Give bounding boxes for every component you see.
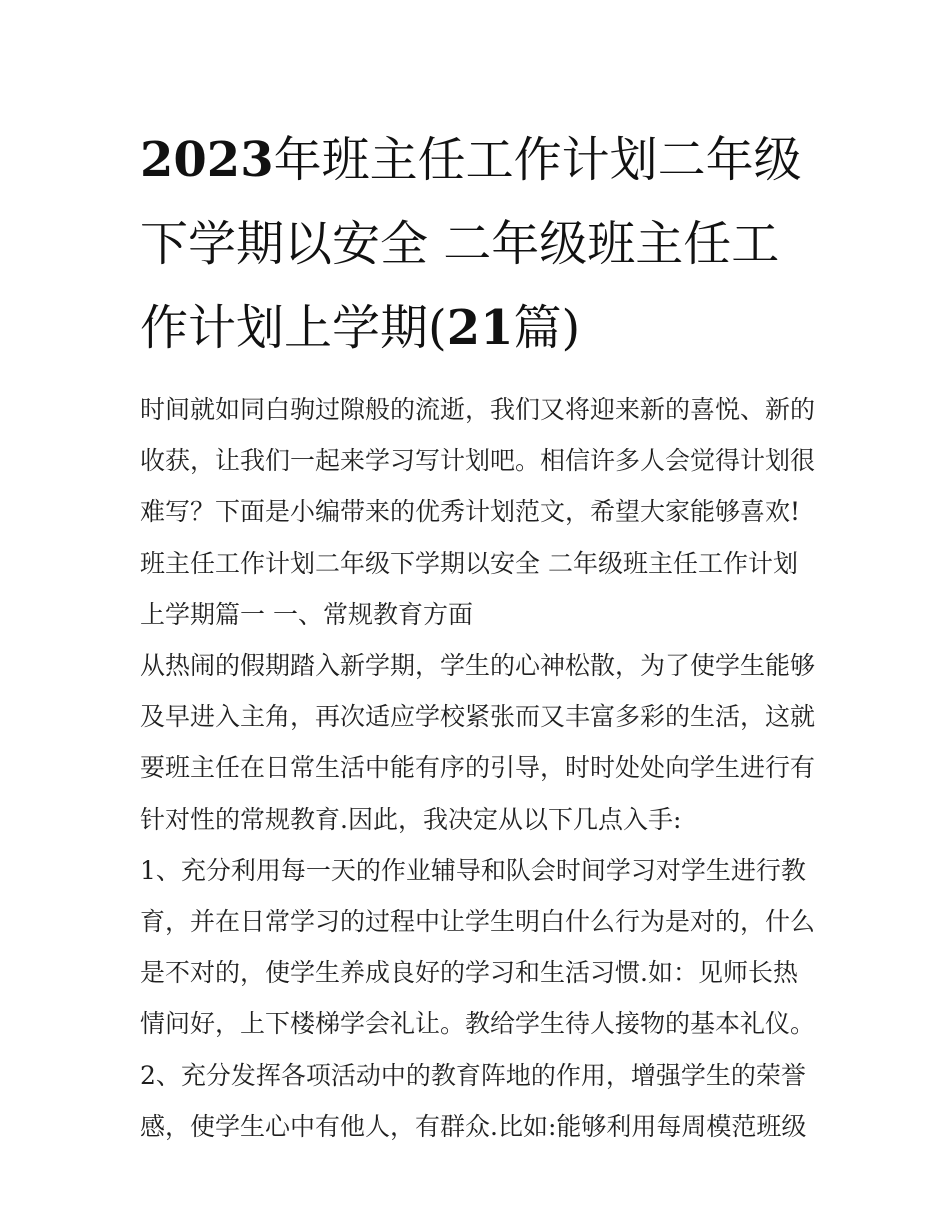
title-year: 2023	[140, 132, 274, 188]
paragraph-item-2: 2、充分发挥各项活动中的教育阵地的作用，增强学生的荣誉感，使学生心中有他人，有群众.比如:能够利用每周模范班级	[140, 1060, 807, 1141]
paragraph-routine: 从热闹的假期踏入新学期，学生的心神松散，为了使学生能够及早进入主角，再次适应学校紧张而又丰富多彩的生活，这就要班主任在日常生活中能有序的引导，时时处处向学生进行有针对性的常规教育.因此，我决定从以下几点入手:	[140, 651, 816, 834]
document-title	[140, 118, 820, 370]
paragraph-item-1: 1、充分利用每一天的作业辅导和队会时间学习对学生进行教育，并在日常学习的过程中让学生明白什么行为是对的，什么是不对的，使学生养成良好的学习和生活习惯.如：见师长热情问好，上下楼梯学会礼让。教给学生待人接物的基本礼仪。	[140, 855, 816, 1039]
paragraph-heading: 班主任工作计划二年级下学期以安全 二年级班主任工作计划上学期篇一 一、常规教育方面	[140, 548, 798, 629]
document-body	[140, 384, 820, 1152]
document-page	[140, 118, 820, 1152]
title-text-main: 年班主任工作计划二年级下学期以安全 二年级班主任工作计划上学期(	[140, 132, 802, 356]
paragraph-intro: 时间就如同白驹过隙般的流逝，我们又将迎来新的喜悦、新的收获，让我们一起来学习写计划吧。相信许多人会觉得计划很难写？下面是小编带来的优秀计划范文，希望大家能够喜欢!	[140, 395, 816, 527]
title-text-end: 篇)	[513, 300, 581, 356]
title-count: 21	[446, 300, 514, 356]
